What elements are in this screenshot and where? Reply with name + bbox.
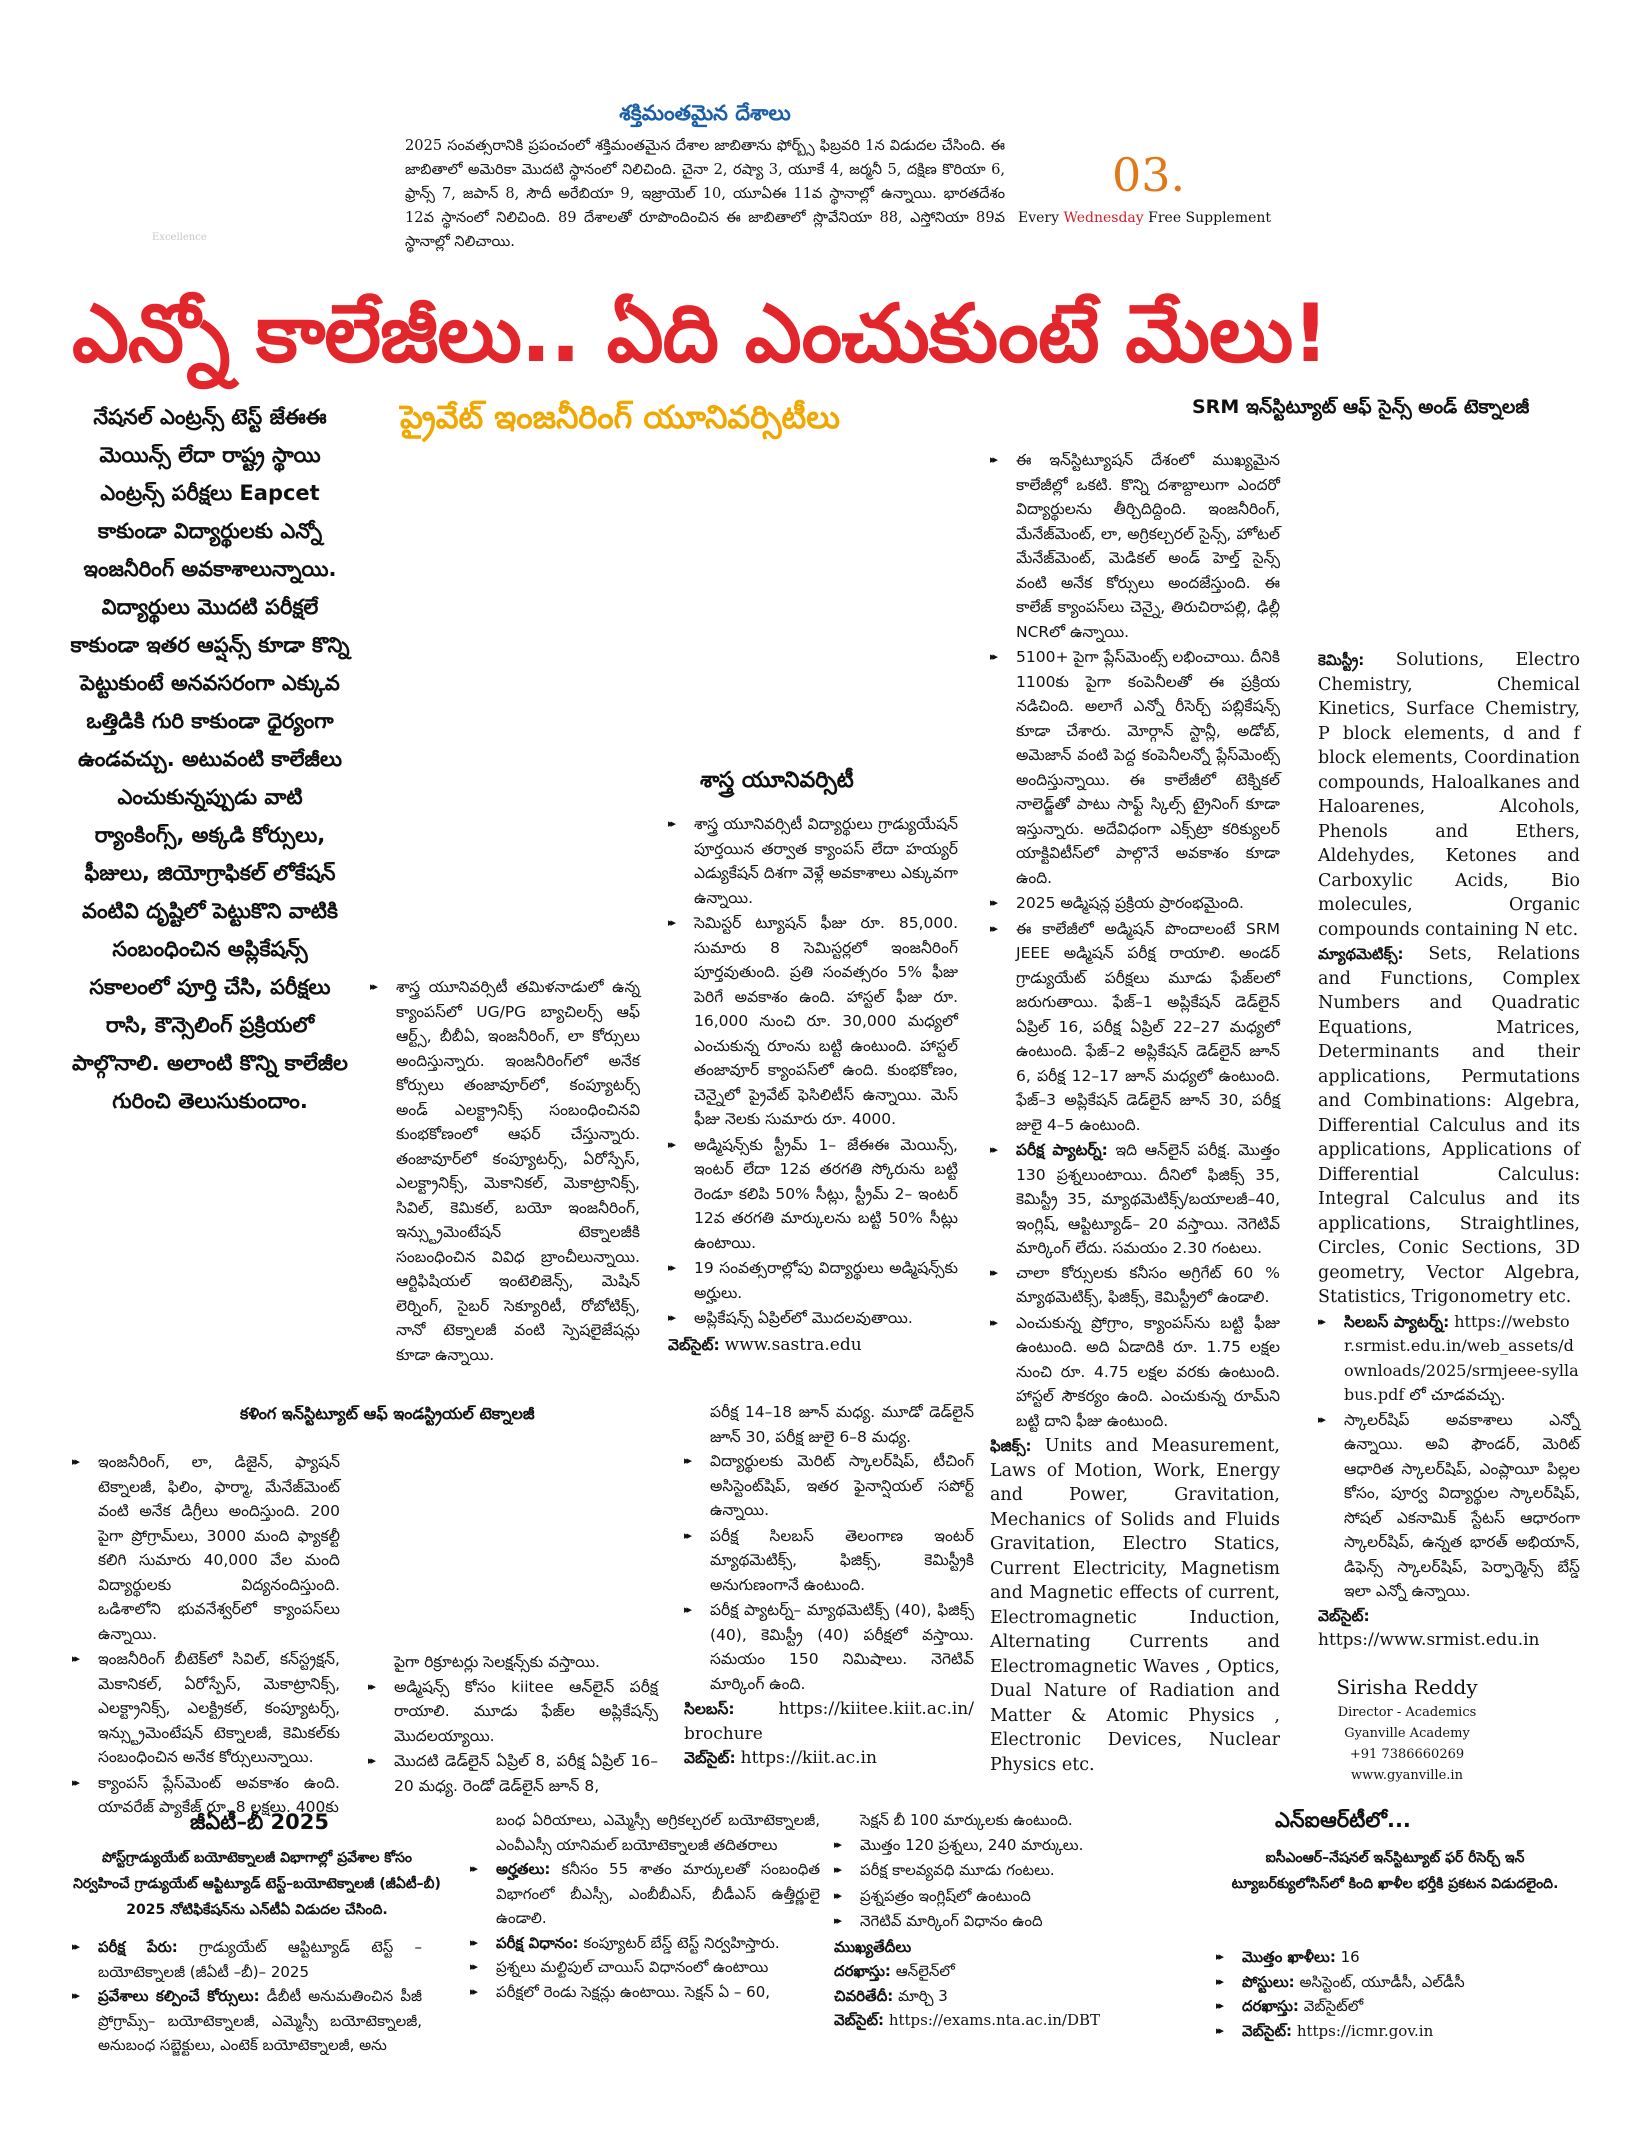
srm-pattern-text: ఇది ఆన్‌లైన్ పరీక్ష. మొత్తం 130 ప్రశ్నలుంటాయి. దీనిలో ఫిజిక్స్ 35, కెమిస్ట్రీ 35, మ్యాథమెటిక్స్/బయాలజీ–40, ఇంగ్లిష్, ఆప్టిట్యూడ్– 20 వస్తాయి. నెగెటివ్ మార్కింగ్ లేదు. సమయం 2.30 గంటలు.	[1016, 1141, 1280, 1257]
gatb-item-text: పరీక్షలో రెండు సెక్షన్లు ఉంటాయి. సెక్షన్ ఏ – 60,	[496, 1982, 771, 2001]
sub-headline: ప్రైవేట్ ఇంజనీరింగ్ యూనివర్సిటీలు	[400, 398, 840, 436]
gatb-website-label: వెబ్‌సైట్:	[834, 2011, 885, 2029]
sastra-website-link[interactable]: www.sastra.edu	[724, 1334, 862, 1355]
intro-text: నేషనల్ ఎంట్రన్స్ టెస్ట్ జేఈఈ మెయిన్స్ లేదా రాష్ట్ర స్థాయి ఎంట్రన్స్ పరీక్షలు Eapcet కాకుండా విద్యార్థులకు ఎన్నో ఇంజనీరింగ్ అవకాశాలున్నాయి. విద్యార్థులు మొదటి పరీక్షలే కాకుండా ఇతర ఆప్షన్స్ కూడా కొన్ని పెట్టుకుంటే అనవసరంగా ఎక్కువ ఒత్తిడికి గురి కాకుండా ధైర్యంగా ఉండవచ్చు. అటువంటి కాలేజీలు ఎంచుకున్నప్పుడు వాటి ర్యాంకింగ్స్, అక్కడి కోర్సులు, ఫీజులు, జియోగ్రాఫికల్ లోకేషన్ వంటివి దృష్టిలో పెట్టుకొని వాటికి సంబంధించిన అప్లికేషన్స్ సకాలంలో పూర్తి చేసి, పరీక్షలు రాసి, కౌన్సెలింగ్ ప్రక్రియలో పాల్గొనాలి. అలాంటి కొన్ని కాలేజీల గురించి తెలుసుకుందాం.	[70, 405, 350, 1113]
nirt-item: ▸▸ దరఖాస్తు: వెబ్‌సైట్‌లో	[1216, 1997, 1364, 2015]
kiit-bullet: ▸▸ మొదటి డెడ్‌లైన్ ఏప్రిల్ 8, పరీక్ష ఏప్రిల్ 16–20 మధ్య. రెండో డెడ్‌లైన్ జూన్ 8,	[368, 1749, 658, 1798]
kiit-col2-text: పైగా రిక్రూటర్లు సెలక్షన్స్‌కు వస్తాయి.	[394, 1653, 600, 1671]
kiit-col3	[684, 1400, 974, 1771]
gatb-item: ▸▸ పరీక్ష విధానం: కంప్యూటర్ బేస్డ్ టెస్ట్ నిర్వహిస్తారు.	[470, 1933, 780, 1952]
supplement-line	[1018, 210, 1271, 226]
nirt-item-text: వెబ్‌సైట్‌లో	[1303, 1997, 1364, 2015]
nirt-item: ▸▸ పోస్టులు: అసిస్టెంట్, యూడీసీ, ఎల్‌డీసీ	[1216, 1972, 1465, 1991]
gatb-item: ▸▸ ప్రవేశాలు కల్పించే కోర్సులు: డీబీటీ అనుమతించిన పీజీ ప్రోగ్రామ్స్– బయోటెక్నాలజీ, ఎమ్మెస్సీ బయోటెక్నాలజీ, అనుబంధ సబ్జెక్టులు, ఎంటెక్ బయోటెక్నాలజీ, అను	[72, 1987, 422, 2054]
sastra-left-bullet: ▸▸ శాస్త్ర యూనివర్సిటీ తమిళనాడులో ఉన్న క్యాంపస్‌లో UG/PG బ్యాచిలర్స్ ఆఫ్ ఆర్ట్స్, బీబీఏ, ఇంజనీరింగ్, లా కోర్సులు అందిస్తున్నారు. ఇంజనీరింగ్‌లో అనేక కోర్సులు తంజావూర్‌లో, కంప్యూటర్స్ అండ్ ఎలక్ట్రానిక్స్ సంబంధించినవి కుంభకోణంలో ఆఫర్ చేస్తున్నారు. తంజావూర్‌లో కంప్యూటర్స్, ఏరోస్పేస్, ఎలక్ట్రానిక్స్, మెకానికల్, మెకాట్రానిక్స్, సివిల్, కెమికల్, బయో ఇంజనీరింగ్, ఇన్స్ట్రుమెంటేషన్ టెక్నాలజీకి సంబంధించిన వివిధ బ్రాంచీలున్నాయి. ఆర్టిఫిషియల్ ఇంటెలిజెన్స్, మెషిన్ లెర్నింగ్, సైబర్ సెక్యూరిటీ, రోబోటిక్స్, నానో టెక్నాలజీ వంటి స్పెషలైజేషన్లు కూడా ఉన్నాయి.	[370, 975, 640, 1367]
author-org: Gyanville Academy	[1344, 1726, 1470, 1741]
gatb-item-text: కంప్యూటర్ బేస్డ్ టెస్ట్ నిర్వహిస్తారు.	[583, 1933, 780, 1952]
srm-chemistry	[1318, 648, 1580, 942]
srm-website	[1318, 1604, 1580, 1653]
supplement-suffix: Free Supplement	[1143, 210, 1272, 226]
kiit-col1	[72, 1450, 340, 1821]
page-number: 03.	[1112, 148, 1186, 202]
sastra-bullet: ▸▸ 19 సంవత్సరాల్లోపు విద్యార్థులు అడ్మిషన్స్‌కు అర్హులు.	[668, 1256, 958, 1305]
gatb-bullet: ▸▸ నెగెటివ్ మార్కింగ్ విధానం ఉంది	[834, 1909, 1134, 1934]
kiit-bullet: ▸▸ పరీక్ష ప్యాటర్న్– మ్యాథమెటిక్స్ (40), ఫిజిక్స్ (40), కెమిస్ట్రీ (40) పరీక్షలో వస్తాయి. సమయం 150 నిమిషాలు. నెగెటివ్ మార్కింగ్ ఉంది.	[684, 1598, 974, 1696]
srm-pattern-label: పరీక్ష ప్యాటర్న్:	[1016, 1141, 1108, 1159]
srm-bullet: ▸▸ చాలా కోర్సులకు కనీసం అగ్రిగేట్ 60 % మ్యాథమెటిక్స్, ఫిజిక్స్, కెమిస్ట్రీలో ఉండాలి.	[990, 1261, 1280, 1310]
nirt-item: ▸▸ మొత్తం ఖాళీలు: 16	[1216, 1948, 1360, 1966]
srm-maths-label: మ్యాథమెటిక్స్:	[1318, 945, 1404, 963]
box-title: శక్తిమంతమైన దేశాలు	[619, 101, 791, 125]
gatb-col2-text: బంధ ఏరియాలు, ఎమ్మెస్సీ అగ్రికల్చరల్ బయోటెక్నాలజీ, ఎంవీఎస్సీ యానిమల్ బయోటెక్నాలజీ తదితరాలు	[496, 1811, 820, 1854]
gatb-item-text: డీబీటీ అనుమతించిన పీజీ ప్రోగ్రామ్స్– బయోటెక్నాలజీ, ఎమ్మెస్సీ బయోటెక్నాలజీ, అనుబంధ సబ్జెక్టులు, ఎంటెక్ బయోటెక్నాలజీ, అను	[98, 1987, 422, 2054]
srm-maths-text: Sets, Relations and Functions, Complex Numbers and Quadratic Equations, Matrices, Determinants and their applications, Permutations and Combinations: Algebra, Differential Calculus and its applications, Applications of Differential Calculus: Integral Calculus and its applications, Straightlines, Circles, Conic Sections, 3D geometry, Vector Algebra, Statistics, Trigonometry etc.	[1318, 944, 1580, 1307]
kiit-website-link[interactable]: https://kiit.ac.in	[740, 1748, 877, 1768]
sastra-left-col	[370, 975, 640, 1368]
gatb-website	[834, 2008, 1134, 2033]
gatb-apply	[834, 1959, 1134, 1984]
gatb-item-text: గ్రాడ్యుయేట్ ఆప్టిట్యూడ్ టెస్ట్ – బయోటెక్నాలజీ (జీఏటీ –బీ)– 2025	[98, 1938, 422, 1981]
srm-title: SRM ఇన్‌స్టిట్యూట్ ఆఫ్ సైన్స్ అండ్ టెక్నాలజీ	[1192, 396, 1530, 418]
srm-chemistry-label: కెమిస్ట్రీ:	[1318, 651, 1365, 669]
sastra-title: శాస్త్ర యూనివర్సిటీ	[700, 768, 854, 793]
srm-pattern: ▸▸ పరీక్ష ప్యాటర్న్: ఇది ఆన్‌లైన్ పరీక్ష. మొత్తం 130 ప్రశ్నలుంటాయి. దీనిలో ఫిజిక్స్ 35, కెమిస్ట్రీ 35, మ్యాథమెటిక్స్/బయాలజీ–40, ఇంగ్లిష్, ఆప్టిట్యూడ్– 20 వస్తాయి. నెగెటివ్ మార్కింగ్ లేదు. సమయం 2.30 గంటలు.	[990, 1141, 1280, 1257]
nirt-lead: ఐసీఎంఆర్–నేషనల్ ఇన్‌స్టిట్యూట్ ఫర్ రీసెర్చ్ ఇన్ ట్యూబర్‌క్యులోసిస్‌లో కింది ఖాళీల భర్తీకి ప్రకటన విడుదలైంది.	[1231, 1850, 1559, 1892]
srm-syllabus-text[interactable]: https://webstor.srmist.edu.in/web_assets/downloads/2025/srmjeee-syllabus.pdf లో చూడవచ్చు.	[1344, 1311, 1579, 1404]
supplement-prefix: Every	[1018, 210, 1064, 226]
srm-syllabus-label: సిలబస్ ప్యాటర్న్:	[1344, 1312, 1450, 1331]
box-text: 2025 సంవత్సరానికి ప్రపంచంలో శక్తిమంతమైన దేశాల జాబితాను ఫోర్బ్స్ ఫిబ్రవరి 1న విడుదల చేసింది. ఈ జాబితాలో అమెరికా మొదటి స్థానంలో నిలిచింది. చైనా 2, రష్యా 3, యూకే 4, జర్మనీ 5, దక్షిణ కొరియా 6, ఫ్రాన్స్ 7, జపాన్ 8, సౌదీ అరేబియా 9, ఇజ్రాయెల్ 10, యూఏఈ 11వ స్థానాల్లో ఉన్నాయి. భారతదేశం 12వ స్థానంలో నిలిచింది. 89 దేశాలతో రూపొందించిన ఈ జాబితాలో స్లొవేనియా 88, ఎస్తోనియా 89వ స్థానాల్లో నిలిచాయి.	[405, 137, 1005, 250]
gatb-item: ▸▸ పరీక్షలో రెండు సెక్షన్లు ఉంటాయి. సెక్షన్ ఏ – 60,	[470, 1982, 771, 2001]
kiit-bullet: ▸▸ ఇంజనీరింగ్ బీటెక్‌లో సివిల్, కన్‌స్ట్రక్షన్, మెకానికల్, ఏరోస్పేస్, మెకాట్రానిక్స్, ఎలక్ట్రానిక్స్, ఎలక్ట్రికల్, కంప్యూటర్స్, ఇన్స్ట్రుమెంటేషన్ టెక్నాలజీ, కెమికల్‌కు సంబంధించిన అనేక కోర్సులున్నాయి.	[72, 1647, 340, 1770]
kiit-col2	[368, 1650, 658, 1799]
kiit-bullet: ▸▸ క్యాంపస్ ప్లేస్‌మెంట్ అవకాశం ఉంది. యావరేజ్ ప్యాకేజ్ రూ. 8 లక్షలు. 400కు	[72, 1771, 340, 1820]
srm-chemistry-text: Solutions, Electro Chemistry, Chemical Kinetics, Surface Chemistry, P block elements, d and f block elements, Coordination compounds, Haloalkanes and Haloarenes, Alcohols, Phenols and Ethers, Aldehydes, Ketones and Carboxylic Acids, Bio molecules, Organic compounds containing N etc.	[1318, 650, 1580, 940]
kiit-bullet: ▸▸ అడ్మిషన్స్ కోసం kiitee ఆన్‌లైన్ పరీక్ష రాయాలి. మూడు ఫేజ్‌ల అప్లికేషన్స్ మొదలయ్యాయి.	[368, 1675, 658, 1749]
gatb-last-label: చివరితేదీ:	[834, 1986, 894, 2005]
srm-bullet: ▸▸ ఈ కాలేజీలో అడ్మిషన్ పొందాలంటే SRM JEEE అడ్మిషన్ పరీక్ష రాయాలి. అండర్ గ్రాడ్యుయేట్ పరీక్షలు మూడు ఫేజ్‌లలో జరుగుతాయి. ఫేజ్–1 అప్లికేషన్ డెడ్‌లైన్ ఏప్రిల్ 16, పరీక్ష ఏప్రిల్ 22–27 మధ్యలో ఉంటుంది. ఫేజ్–2 అప్లికేషన్ డెడ్‌లైన్ జూన్ 6, పరీక్ష 12–17 జూన్ మధ్యలో ఉంటుంది. ఫేజ్–3 అప్లికేషన్ డెడ్‌లైన్ జూన్ 30, పరీక్ష జులై 4–5 ఉంటుంది.	[990, 917, 1280, 1138]
sastra-bullet: ▸▸ శాస్త్ర యూనివర్సిటీ విద్యార్థులు గ్రాడ్యుయేషన్ పూర్తయిన తర్వాత క్యాంపస్ లేదా హయ్యర్ ఎడ్యుకేషన్ దిశగా వెళ్లే అవకాశాలు ఎక్కువగా ఉన్నాయి.	[668, 812, 958, 910]
gatb-lead: పోస్ట్‌గ్రాడ్యుయేట్ బయోటెక్నాలజీ విభాగాల్లో ప్రవేశాల కోసం నిర్వహించే గ్రాడ్యుయేట్ ఆప్టిట్యూడ్ టెస్ట్–బయోటెక్నాలజీ (జీఏటీ–బీ) 2025 నోటిఫికేషన్‌ను ఎన్‌టీఏ విడుదల చేసింది.	[73, 1850, 441, 1918]
gatb-apply-text: ఆన్‌లైన్‌లో	[895, 1962, 955, 1980]
gatb-col2	[470, 1808, 820, 2004]
kiit-bullet: ▸▸ విద్యార్థులకు మెరిట్ స్కాలర్‌షిప్, టీచింగ్ అసిస్టెంట్‌షిప్, ఇతర ఫైనాన్షియల్ సపోర్ట్ ఉన్నాయి.	[684, 1449, 974, 1523]
gatb-col3-text: సెక్షన్ బీ 100 మార్కులకు ఉంటుంది.	[860, 1811, 1073, 1829]
nirt-item: ▸▸ వెబ్‌సైట్: https://icmr.gov.in	[1216, 2021, 1434, 2040]
gatb-item: ▸▸ పరీక్ష పేరు: గ్రాడ్యుయేట్ ఆప్టిట్యూడ్ టెస్ట్ – బయోటెక్నాలజీ (జీఏటీ –బీ)– 2025	[72, 1938, 422, 1981]
author-name: Sirisha Reddy	[1336, 1675, 1478, 1699]
gatb-website-link[interactable]: https://exams.nta.ac.in/DBT	[888, 2011, 1101, 2029]
srm-scholarship: ▸▸ స్కాలర్‌షిప్ అవకాశాలు ఎన్నో ఉన్నాయి. అవి ఫౌండర్, మెరిట్ ఆధారిత స్కాలర్‌షిప్, ఎంప్లాయీ పిల్లల కోసం, పూర్వ విద్యార్థుల స్కాలర్‌షిప్, సోషల్ ఎకనామిక్ స్టేటస్ ఆధారంగా స్కాలర్‌షిప్, ఉన్నత భారత్ అభియాన్, డిఫెన్స్ స్కాలర్‌షిప్, పెర్ఫార్మెన్స్ బేస్డ్ ఇలా ఎన్నో ఉన్నాయి.	[1318, 1410, 1580, 1600]
kiit-bullet: ▸▸ పరీక్ష సిలబస్ తెలంగాణ ఇంటర్ మ్యాథమెటిక్స్, ఫిజిక్స్, కెమిస్ట్రీకి అనుగుణంగానే ఉంటుంది.	[684, 1524, 974, 1598]
gatb-title: జీఏటీ–బీ 2025	[190, 1810, 329, 1834]
gatb-col1	[72, 1935, 422, 2058]
kiit-syllabus-link[interactable]: https://kiitee.kiit.ac.in/ brochure	[684, 1699, 974, 1744]
strongest-nations-box	[405, 98, 1005, 254]
nirt-item-label: మొత్తం ఖాళీలు:	[1242, 1948, 1336, 1966]
gatb-item-label: పరీక్ష విధానం:	[496, 1933, 579, 1952]
gatb-item-text: ప్రశ్నలు మల్టిపుల్ చాయిస్ విధానంలో ఉంటాయి	[496, 1958, 769, 1976]
srm-scholarship-text: స్కాలర్‌షిప్ అవకాశాలు ఎన్నో ఉన్నాయి. అవి ఫౌండర్, మెరిట్ ఆధారిత స్కాలర్‌షిప్, ఎంప్లాయీ పిల్లల కోసం, పూర్వ విద్యార్థుల స్కాలర్‌షిప్, సోషల్ ఎకనామిక్ స్టేటస్ ఆధారంగా స్కాలర్‌షిప్, ఉన్నత భారత్ అభియాన్, డిఫెన్స్ స్కాలర్‌షిప్, పెర్ఫార్మెన్స్ బేస్డ్ ఇలా ఎన్నో ఉన్నాయి.	[1344, 1410, 1580, 1600]
gatb-col3	[834, 1808, 1134, 2033]
srm-physics	[990, 1434, 1280, 1777]
gatb-item-text: కనీసం 55 శాతం మార్కులతో సంబంధిత విభాగంలో బీఎస్సీ, ఎంబీబీఎస్, బీడీఎస్ ఉత్తీర్ణులై ఉండాలి.	[496, 1860, 820, 1927]
gatb-item: ▸▸ ప్రశ్నలు మల్టిపుల్ చాయిస్ విధానంలో ఉంటాయి	[470, 1958, 769, 1976]
nirt-item-text[interactable]: https://icmr.gov.in	[1296, 2021, 1434, 2040]
main-headline: ఎన్నో కాలేజీలు.. ఏది ఎంచుకుంటే మేలు!	[72, 287, 1328, 380]
gatb-item-label: ప్రవేశాలు కల్పించే కోర్సులు:	[98, 1987, 260, 2005]
nirt-title: ఎన్‌ఐఆర్‌టీలో...	[1275, 1808, 1411, 1832]
kiit-bullet: ▸▸ ఇంజనీరింగ్, లా, డిజైన్, ఫ్యాషన్ టెక్నాలజీ, ఫిలిం, ఫార్మా, మేనేజ్‌మెంట్ వంటి అనేక డిగ్రీలు అందిస్తుంది. 200 పైగా ప్రోగ్రామ్‌లు, 3000 మంది ఫ్యాకల్టీ కలిగి సుమారు 40,000 వేల మంది విద్యార్థులకు విద్యనందిస్తుంది. ఒడిశాలోని భువనేశ్వర్‌లో క్యాంపస్‌లు ఉన్నాయి.	[72, 1450, 340, 1646]
srm-bullet: ▸▸ 5100+ పైగా ప్లేస్‌మెంట్స్ లభించాయి. దీనికి 1100కు పైగా కంపెనీలతో ఈ ప్రక్రియ నడిచింది. అలాగే ఎన్నో రీసెర్చ్ పబ్లికేషన్స్ కూడా చేశారు. మోర్గాన్ స్టాన్లీ, అడోబ్, అమెజాన్ వంటి పెద్ద కంపెనీలన్నో ప్లేస్‌మెంట్స్ అందిస్తున్నాయి. ఈ కాలేజీలో టెక్నికల్ నాలెడ్జ్‌తో పాటు సాఫ్ట్ స్కిల్స్ ట్రైనింగ్ కూడా ఇస్తున్నారు. అదేవిధంగా ఎక్స్‌ట్రా కరిక్యులర్ యాక్టివిటీస్‌లో పాల్గొనే అవకాశం కూడా ఉంది.	[990, 645, 1280, 890]
srm-col2	[1318, 648, 1580, 1653]
nirt-item-label: దరఖాస్తు:	[1242, 1997, 1299, 2015]
srm-bullet: ▸▸ ఎంచుకున్న ప్రోగ్రాం, క్యాంపస్‌ను బట్టి ఫీజు ఉంటుంది. అది ఏడాదికి రూ. 1.75 లక్షల నుంచి రూ. 4.75 లక్షల వరకు ఉంటుంది. హాస్టల్ సౌకర్యం ఉంది. ఎంచుకున్న రూమ్‌ని బట్టి దాని ఫీజు ఉంటుంది.	[990, 1311, 1280, 1434]
kiit-website-label: వెబ్‌సైట్:	[684, 1749, 736, 1767]
sastra-website-label: వెబ్‌సైట్:	[668, 1335, 720, 1354]
srm-bullet: ▸▸ ఈ ఇన్‌స్టిట్యూషన్ దేశంలో ముఖ్యమైన కాలేజీల్లో ఒకటి. కొన్ని దశాబ్దాలుగా ఎందరో విద్యార్థులను తీర్చిదిద్దింది. ఇంజనీరింగ్, మేనేజ్‌మెంట్, లా, అగ్రికల్చరల్ సైన్స్, హోటల్ మేనేజ్‌మెంట్, మెడికల్ అండ్ హెల్త్ సైన్స్ వంటి అనేక కోర్సులు అందజేస్తుంది. ఈ కాలేజ్ క్యాంపస్‌లు చెన్నై, తిరుచిరాపల్లి, ఢిల్లీ NCRలో ఉన్నాయి.	[990, 448, 1280, 644]
srm-syllabus: ▸▸ సిలబస్ ప్యాటర్న్: https://webstor.srmist.edu.in/web_assets/downloads/2025/srmjeee-syllabus.pdf లో చూడవచ్చు.	[1318, 1311, 1579, 1404]
author-role: Director - Academics	[1337, 1705, 1477, 1720]
kiit-col3-text: పరీక్ష 14–18 జూన్ మధ్య. మూడో డెడ్‌లైన్ జూన్ 30, పరీక్ష జులై 6–8 మధ్య.	[710, 1403, 974, 1446]
nirt-list	[1216, 1945, 1576, 2043]
kiit-title: కళింగ ఇన్‌స్టిట్యూట్ ఆఫ్ ఇండస్ట్రియల్ టెక్నాలజీ	[240, 1404, 535, 1423]
sastra-right-col	[668, 812, 958, 1357]
nirt-item-text: 16	[1340, 1948, 1360, 1966]
sastra-bullet: ▸▸ అడ్మిషన్స్‌కు స్ట్రీమ్ 1– జేఈఈ మెయిన్స్, ఇంటర్ లేదా 12వ తరగతి స్కోరును బట్టి రెండూ కలిపి 50% సీట్లు, స్ట్రీమ్ 2– ఇంటర్ 12వ తరగతి మార్కులను బట్టి 50% సీట్లు ఉంటాయి.	[668, 1133, 958, 1256]
author-box	[1312, 1672, 1502, 1786]
srm-website-label: వెబ్‌సైట్:	[1318, 1606, 1370, 1625]
nirt-item-label: వెబ్‌సైట్:	[1242, 2021, 1293, 2040]
nirt-item-label: పోస్టులు:	[1242, 1972, 1295, 1991]
sastra-bullet: ▸▸ అప్లికేషన్స్ ఏప్రిల్‌లో మొదలవుతాయి.	[668, 1306, 958, 1331]
gatb-item-label: అర్హతలు:	[496, 1860, 551, 1878]
gatb-bullet: ▸▸ ప్రశ్నపత్రం ఇంగ్లిష్‌లో ఉంటుంది	[834, 1884, 1134, 1909]
gatb-bullet: ▸▸ పరీక్ష కాలవ్యవధి మూడు గంటలు.	[834, 1858, 1134, 1883]
kiit-syllabus	[684, 1697, 974, 1746]
srm-physics-text: Units and Measurement, Laws of Motion, Work, Energy and Power, Gravitation, Mechanics of Solids and Fluids Gravitation, Electro Statics, Current Electricity, Magnetism and Magnetic effects of current, Electromagnetic Induction, Alternating Currents and Electromagnetic Waves , Optics, Dual Nature of Radiation and Matter & Atomic Physics , Electronic Devices, Nuclear Physics etc.	[990, 1436, 1280, 1775]
gatb-dates-title: ముఖ్యతేదీలు	[834, 1937, 912, 1956]
sastra-website	[668, 1333, 958, 1358]
gatb-item: ▸▸ అర్హతలు: కనీసం 55 శాతం మార్కులతో సంబంధిత విభాగంలో బీఎస్సీ, ఎంబీబీఎస్, బీడీఎస్ ఉత్తీర్ణులై ఉండాలి.	[470, 1860, 820, 1927]
gatb-last-text: మార్చి 3	[898, 1986, 948, 2005]
srm-physics-label: ఫిజిక్స్:	[990, 1437, 1032, 1455]
gatb-last	[834, 1984, 1134, 2009]
sastra-bullet: ▸▸ సెమిస్టర్ ట్యూషన్ ఫీజు రూ. 85,000. సుమారు 8 సెమిస్టర్లలో ఇంజనీరింగ్ పూర్తవుతుంది. ప్రతి సంవత్సరం 5% ఫీజు పెరిగే అవకాశం ఉంది. హాస్టల్ ఫీజు రూ. 16,000 నుంచి రూ. 30,000 మధ్యలో ఎంచుకున్న రూంను బట్టి ఉంటుంది. హాస్టల్ తంజావూర్ క్యాంపస్‌లో ఉంది. కుంభకోణం, చెన్నైలో ప్రైవేట్ ఫెసిలిటీస్ ఉన్నాయి. మెస్ ఫీజు నెలకు సుమారు రూ. 4000.	[668, 911, 958, 1132]
gatb-apply-label: దరఖాస్తు:	[834, 1962, 891, 1980]
kiit-syllabus-label: సిలబస్:	[684, 1700, 735, 1718]
supplement-day: Wednesday	[1063, 210, 1144, 226]
nirt-item-text: అసిస్టెంట్, యూడీసీ, ఎల్‌డీసీ	[1299, 1972, 1465, 1991]
gatb-item-label: పరీక్ష పేరు:	[98, 1938, 178, 1956]
author-phone: +91 7386660269	[1349, 1747, 1465, 1762]
srm-bullet: ▸▸ 2025 అడ్మిషన్ల ప్రక్రియ ప్రారంభమైంది.	[990, 891, 1280, 916]
faint-label: Excellence	[152, 232, 207, 243]
srm-website-link[interactable]: https://www.srmist.edu.in	[1318, 1630, 1540, 1650]
srm-col1	[990, 448, 1280, 1777]
srm-maths	[1318, 942, 1580, 1310]
gatb-bullet: ▸▸ మొత్తం 120 ప్రశ్నలు, 240 మార్కులు.	[834, 1833, 1134, 1858]
kiit-website	[684, 1746, 974, 1771]
author-web[interactable]: www.gyanville.in	[1351, 1768, 1463, 1783]
